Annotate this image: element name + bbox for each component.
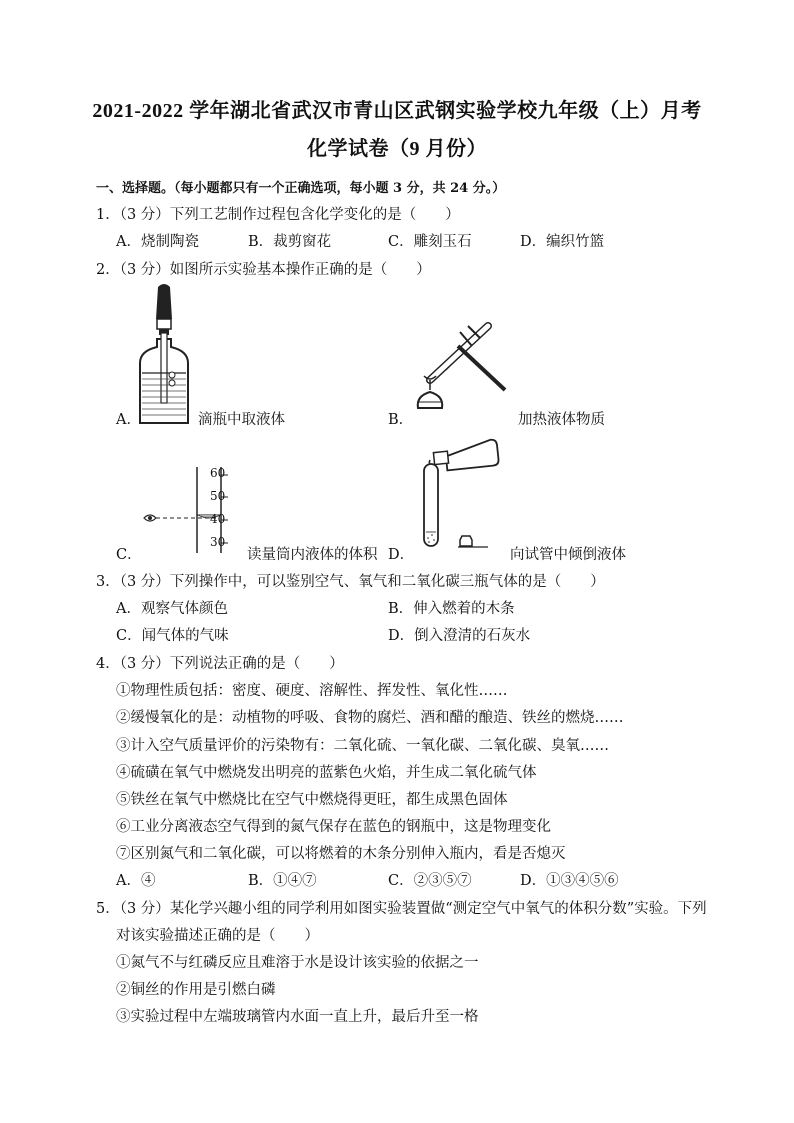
q4-option-a: A．④ [116, 873, 156, 889]
cylinder-tick-50: 50 [210, 489, 226, 503]
q2-option-c-caption: 读量筒内液体的体积 [247, 547, 378, 563]
q4-item-4: ④硫磺在氧气中燃烧发出明亮的蓝紫色火焰，并生成二氧化硫气体 [116, 765, 537, 781]
q2-option-d-caption: 向试管中倾倒液体 [510, 547, 626, 563]
exam-title-line2: 化学试卷（9 月份） [307, 138, 487, 160]
cylinder-tick-30: 30 [210, 535, 226, 549]
q4-item-6: ⑥工业分离液态空气得到的氮气保存在蓝色的钢瓶中，这是物理变化 [116, 819, 551, 835]
section-heading: 一、选择题。（每小题都只有一个正确选项，每小题 3 分，共 24 分。） [96, 181, 506, 196]
q4-item-5: ⑤铁丝在氧气中燃烧比在空气中燃烧得更旺，都生成黑色固体 [116, 792, 508, 808]
q3-option-b: B．伸入燃着的木条 [388, 601, 515, 617]
q2-option-a-letter: A． [116, 412, 141, 428]
q2-option-b-letter: B． [388, 412, 414, 428]
q2-stem: 2．（3 分）如图所示实验基本操作正确的是（ ） [96, 262, 431, 278]
q5-item-3: ③实验过程中左端玻璃管内水面一直上升，最后升至一格 [116, 1009, 479, 1025]
q5-stem-line2: 对该实验描述正确的是（ ） [116, 928, 319, 944]
q5-item-2: ②铜丝的作用是引燃白磷 [116, 982, 276, 998]
q2-option-c-letter: C． [116, 547, 142, 563]
q4-option-b: B．①④⑦ [248, 873, 317, 889]
q5-item-1: ①氮气不与红磷反应且难溶于水是设计该实验的依据之一 [116, 955, 479, 971]
heating-test-tube-figure [410, 318, 510, 413]
pouring-liquid-figure [410, 436, 505, 556]
q3-option-c: C．闻气体的气味 [116, 628, 229, 644]
q3-option-d: D．倒入澄清的石灰水 [388, 628, 531, 644]
q4-item-3: ③计入空气质量评价的污染物有：二氧化硫、一氧化碳、二氧化碳、臭氧…… [116, 738, 609, 754]
exam-title-line1: 2021-2022 学年湖北省武汉市青山区武钢实验学校九年级（上）月考 [92, 100, 702, 122]
q1-stem: 1．（3 分）下列工艺制作过程包含化学变化的是（ ） [96, 207, 460, 223]
q4-option-d: D．①③④⑤⑥ [520, 873, 619, 889]
dropper-bottle-figure [130, 283, 200, 428]
q4-option-c: C．②③⑤⑦ [388, 873, 472, 889]
q1-option-a: A．烧制陶瓷 [116, 234, 199, 250]
q4-item-2: ②缓慢氧化的是：动植物的呼吸、食物的腐烂、酒和醋的酿造、铁丝的燃烧…… [116, 710, 624, 726]
q2-option-b-caption: 加热液体物质 [518, 412, 605, 428]
q1-option-b: B．裁剪窗花 [248, 234, 332, 250]
cylinder-tick-40: 40 [210, 512, 226, 526]
q4-item-1: ①物理性质包括：密度、硬度、溶解性、挥发性、氧化性…… [116, 683, 508, 699]
q4-item-7: ⑦区别氮气和二氧化碳，可以将燃着的木条分别伸入瓶内，看是否熄灭 [116, 846, 566, 862]
q1-option-c: C．雕刻玉石 [388, 234, 472, 250]
cylinder-tick-60: 60 [210, 466, 226, 480]
q3-option-a: A．观察气体颜色 [116, 601, 228, 617]
q1-option-d: D．编织竹篮 [520, 234, 605, 250]
q5-stem-line1: 5．（3 分）某化学兴趣小组的同学利用如图实验装置做“测定空气中氧气的体积分数”实验。下列 [96, 901, 707, 917]
q2-option-d-letter: D． [388, 547, 415, 563]
q4-stem: 4．（3 分）下列说法正确的是（ ） [96, 656, 344, 672]
q2-option-a-caption: 滴瓶中取液体 [198, 412, 285, 428]
q3-stem: 3．（3 分）下列操作中，可以鉴别空气、氧气和二氧化碳三瓶气体的是（ ） [96, 574, 605, 590]
